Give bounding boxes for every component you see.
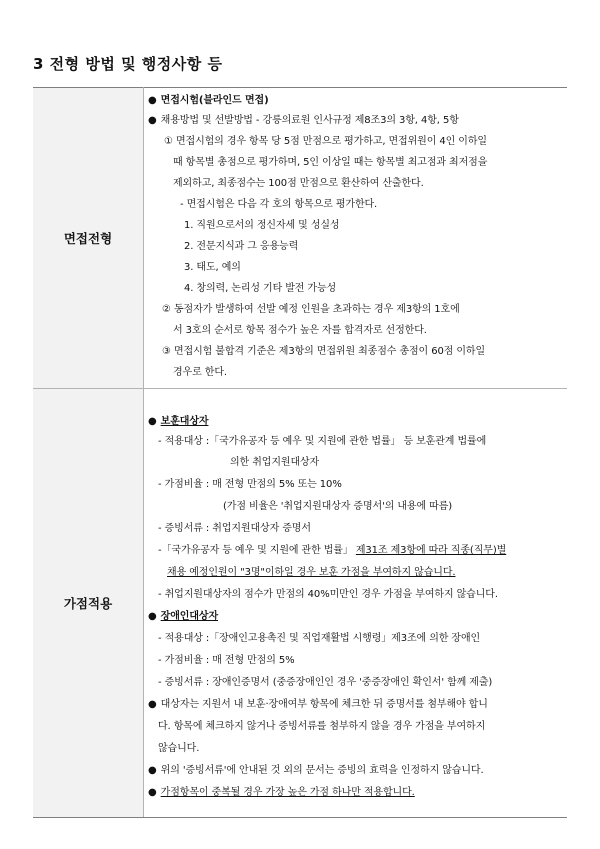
- bonus-line-16: ● 위의 '증빙서류'에 안내된 것 외의 문서는 증빙의 효력을 인정하지 않습니다.: [148, 765, 484, 776]
- bonus-line-5: - 증빙서류 : 취업지원대상자 증명서: [158, 523, 311, 534]
- interview-line-13: 경우로 한다.: [173, 367, 227, 378]
- bullet-icon: ●: [148, 416, 157, 427]
- interview-line-8: 3. 태도, 예의: [184, 262, 241, 273]
- interview-label: 면접전형: [33, 88, 144, 389]
- interview-line-10: ② 동점자가 발생하여 선발 예정 인원을 초과하는 경우 제3항의 1호에: [162, 304, 460, 315]
- interview-line-3: 때 항목별 총점으로 평가하며, 5인 이상일 때는 항목별 최고점과 최저점을: [173, 157, 488, 168]
- bonus-row: [33, 389, 567, 818]
- bonus-line-12: - 증빙서류 : 장애인증명서 (중증장애인인 경우 '중증장애인 확인서' 함께 제출): [158, 677, 493, 688]
- interview-row: [33, 88, 567, 389]
- bonus-content: [144, 389, 568, 818]
- recruitment-method-table: [33, 87, 567, 818]
- bonus-line-2: 의한 취업지원대상자: [230, 457, 320, 468]
- interview-line-2: ① 면접시험의 경우 항목 당 5점 만점으로 평가하고, 면접위원이 4인 이하일: [164, 136, 487, 147]
- bonus-label: 가점적용: [33, 389, 144, 818]
- bonus-line-11: - 가점비율 : 매 전형 만점의 5%: [158, 655, 295, 666]
- bonus-line-9: ● 장애인대상자: [148, 611, 219, 622]
- interview-line-4: 제외하고, 최종점수는 100점 만점으로 환산하여 산출한다.: [173, 178, 424, 189]
- bullet-icon: ●: [148, 765, 157, 776]
- bonus-line-10: - 적용대상 :「장애인고용촉진 및 직업재활법 시행령」제3조에 의한 장애인: [158, 633, 481, 644]
- bonus-line-7: 채용 예정인원이 "3명"이하일 경우 보훈 가점을 부여하지 않습니다.: [167, 567, 456, 578]
- bonus-line-8: - 취업지원대상자의 점수가 만점의 40%미만인 경우 가점을 부여하지 않습니다.: [158, 589, 498, 600]
- bonus-line-4: (가점 비율은 '취업지원대상자 증명서'의 내용에 따름): [223, 501, 453, 512]
- interview-line-1: ● 채용방법 및 선발방법 - 강릉의료원 인사규정 제8조3의 3항, 4항, 5항: [148, 115, 459, 126]
- interview-line-5: - 면접시험은 다음 각 호의 항목으로 평가한다.: [180, 199, 378, 210]
- interview-content: [144, 88, 568, 389]
- bonus-line-6: -「국가유공자 등 예우 및 지원에 관한 법률」 제31조 제3항에 따라 직종(직무)별: [158, 545, 507, 556]
- bullet-icon: ●: [148, 95, 157, 106]
- bonus-line-1: - 적용대상 :「국가유공자 등 예우 및 지원에 관한 법률」 등 보훈관계 법률에: [158, 436, 487, 447]
- interview-line-9: 4. 창의력, 논리성 기타 발전 가능성: [184, 283, 337, 294]
- interview-line-6: 1. 직원으로서의 정신자세 및 성실성: [184, 220, 340, 231]
- bonus-line-3: - 가점비율 : 매 전형 만점의 5% 또는 10%: [158, 479, 342, 490]
- section-title: 3 전형 방법 및 행정사항 등: [33, 55, 223, 73]
- bonus-line-14: 다. 항목에 체크하지 않거나 증빙서류를 첨부하지 않을 경우 가점을 부여하지: [158, 721, 486, 732]
- bonus-line-0: ● 보훈대상자: [148, 416, 209, 427]
- bonus-line-17: ● 가점항목이 중복될 경우 가장 높은 가점 하나만 적용합니다.: [148, 787, 415, 798]
- interview-line-12: ③ 면접시험 불합격 기준은 제3항의 면접위원 최종점수 총점이 60점 이하일: [162, 346, 486, 357]
- bullet-icon: ●: [148, 699, 157, 710]
- bullet-icon: ●: [148, 115, 157, 126]
- bonus-line-15: 않습니다.: [158, 743, 200, 754]
- bonus-line-13: ● 대상자는 지원서 내 보훈·장애여부 항목에 체크한 뒤 증명서를 첨부해야 합니: [148, 699, 488, 710]
- interview-line-0: ● 면접시험(블라인드 면접): [148, 95, 269, 106]
- interview-line-7: 2. 전문지식과 그 응용능력: [184, 241, 299, 252]
- interview-line-11: 서 3호의 순서로 항목 점수가 높은 자를 합격자로 선정한다.: [173, 325, 427, 336]
- bullet-icon: ●: [148, 787, 157, 798]
- bullet-icon: ●: [148, 611, 157, 622]
